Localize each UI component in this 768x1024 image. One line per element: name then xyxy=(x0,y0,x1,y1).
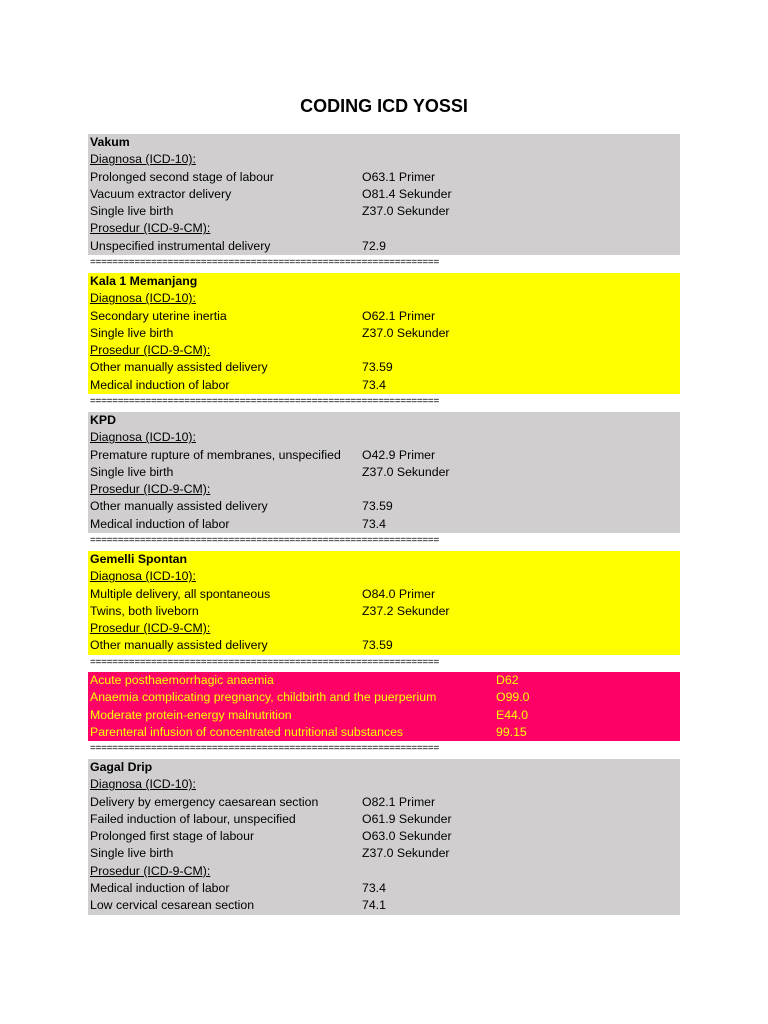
code-value: O63.0 Sekunder xyxy=(362,829,452,844)
code-row xyxy=(88,828,680,845)
separator-line: =============================================================== xyxy=(90,535,440,546)
code-row xyxy=(88,359,680,376)
code-description: Other manually assisted delivery xyxy=(90,360,268,375)
page-title: CODING ICD YOSSI xyxy=(300,96,468,116)
code-value: O62.1 Primer xyxy=(362,308,436,323)
code-description: Parenteral infusion of concentrated nutritional substances xyxy=(90,724,404,739)
code-row xyxy=(88,845,680,862)
procedure-label: Prosedur (ICD-9-CM): xyxy=(90,343,211,358)
diagnosis-label: Diagnosa (ICD-10): xyxy=(90,152,196,167)
diagnosis-label: Diagnosa (ICD-10): xyxy=(90,291,196,306)
code-row xyxy=(88,325,680,342)
code-description: Anaemia complicating pregnancy, childbirth and the puerperium xyxy=(90,690,437,705)
code-row xyxy=(88,308,680,325)
code-value: 73.4 xyxy=(362,377,386,392)
code-description: Unspecified instrumental delivery xyxy=(90,238,271,253)
code-row xyxy=(88,880,680,897)
code-description: Single live birth xyxy=(90,846,174,861)
section-anaemia xyxy=(88,672,680,741)
code-description: Multiple delivery, all spontaneous xyxy=(90,586,271,601)
code-row xyxy=(88,637,680,654)
section-vakum xyxy=(88,134,680,255)
code-row xyxy=(88,186,680,203)
code-description: Single live birth xyxy=(90,325,174,340)
code-description: Secondary uterine inertia xyxy=(90,308,227,323)
code-row xyxy=(88,498,680,515)
code-value: Z37.0 Sekunder xyxy=(362,846,450,861)
code-value: O82.1 Primer xyxy=(362,794,436,809)
code-description: Moderate protein-energy malnutrition xyxy=(90,707,292,722)
code-description: Failed induction of labour, unspecified xyxy=(90,811,296,826)
code-value: 72.9 xyxy=(362,238,386,253)
code-row xyxy=(88,672,680,689)
section-gemelli-spontan xyxy=(88,551,680,655)
code-description: Twins, both liveborn xyxy=(90,603,199,618)
code-description: Medical induction of labor xyxy=(90,377,230,392)
code-value: Z37.2 Sekunder xyxy=(362,603,450,618)
code-value: 73.59 xyxy=(362,499,393,514)
separator-line: =============================================================== xyxy=(90,657,440,668)
code-row xyxy=(88,464,680,481)
code-description: Acute posthaemorrhagic anaemia xyxy=(90,673,274,687)
code-row xyxy=(88,603,680,620)
section-kpd xyxy=(88,412,680,533)
section-header: KPD xyxy=(90,413,116,427)
code-value: Z37.0 Sekunder xyxy=(362,325,450,340)
code-row xyxy=(88,203,680,220)
separator-line: =============================================================== xyxy=(90,743,440,754)
code-description: Single live birth xyxy=(90,204,174,219)
code-description: Other manually assisted delivery xyxy=(90,638,268,653)
code-row xyxy=(88,377,680,394)
code-value: 73.4 xyxy=(362,516,386,531)
code-description: Medical induction of labor xyxy=(90,516,230,531)
code-value: 73.4 xyxy=(362,881,386,896)
separator-line: =============================================================== xyxy=(90,396,440,407)
procedure-label: Prosedur (ICD-9-CM): xyxy=(90,863,211,878)
code-value: O81.4 Sekunder xyxy=(362,186,452,201)
code-value: D62 xyxy=(496,673,519,687)
code-value: 73.59 xyxy=(362,638,393,653)
section-header: Gagal Drip xyxy=(90,760,153,774)
code-description: Prolonged first stage of labour xyxy=(90,829,255,844)
diagnosis-label: Diagnosa (ICD-10): xyxy=(90,777,196,792)
section-header: Kala 1 Memanjang xyxy=(90,274,198,288)
diagnosis-label: Diagnosa (ICD-10): xyxy=(90,569,196,584)
code-row xyxy=(88,724,680,741)
code-row xyxy=(88,516,680,533)
code-value: O61.9 Sekunder xyxy=(362,811,452,826)
code-value: 74.1 xyxy=(362,898,386,913)
code-description: Medical induction of labor xyxy=(90,881,230,896)
code-description: Premature rupture of membranes, unspecified xyxy=(90,447,341,462)
code-row xyxy=(88,238,680,255)
section-kala-1-memanjang xyxy=(88,273,680,394)
code-row xyxy=(88,897,680,914)
separator-line: =============================================================== xyxy=(90,257,440,268)
code-description: Delivery by emergency caesarean section xyxy=(90,794,319,809)
section-gagal-drip xyxy=(88,759,680,915)
procedure-label: Prosedur (ICD-9-CM): xyxy=(90,621,211,636)
code-value: Z37.0 Sekunder xyxy=(362,204,450,219)
code-row xyxy=(88,447,680,464)
code-value: O84.0 Primer xyxy=(362,586,436,601)
code-description: Vacuum extractor delivery xyxy=(90,186,232,201)
code-value: 99.15 xyxy=(496,724,527,739)
section-header: Gemelli Spontan xyxy=(90,552,188,566)
code-row xyxy=(88,689,680,706)
code-row xyxy=(88,794,680,811)
code-row xyxy=(88,707,680,724)
code-value: Z37.0 Sekunder xyxy=(362,464,450,479)
code-value: E44.0 xyxy=(496,707,529,722)
code-value: O42.9 Primer xyxy=(362,447,436,462)
code-row xyxy=(88,811,680,828)
code-row xyxy=(88,586,680,603)
section-header: Vakum xyxy=(90,135,130,149)
procedure-label: Prosedur (ICD-9-CM): xyxy=(90,482,211,497)
code-value: 73.59 xyxy=(362,360,393,375)
code-description: Low cervical cesarean section xyxy=(90,898,255,913)
code-description: Single live birth xyxy=(90,464,174,479)
code-value: O99.0 xyxy=(496,690,530,705)
code-description: Other manually assisted delivery xyxy=(90,499,268,514)
code-description: Prolonged second stage of labour xyxy=(90,169,274,184)
procedure-label: Prosedur (ICD-9-CM): xyxy=(90,221,211,236)
diagnosis-label: Diagnosa (ICD-10): xyxy=(90,430,196,445)
code-value: O63.1 Primer xyxy=(362,169,436,184)
code-row xyxy=(88,169,680,186)
